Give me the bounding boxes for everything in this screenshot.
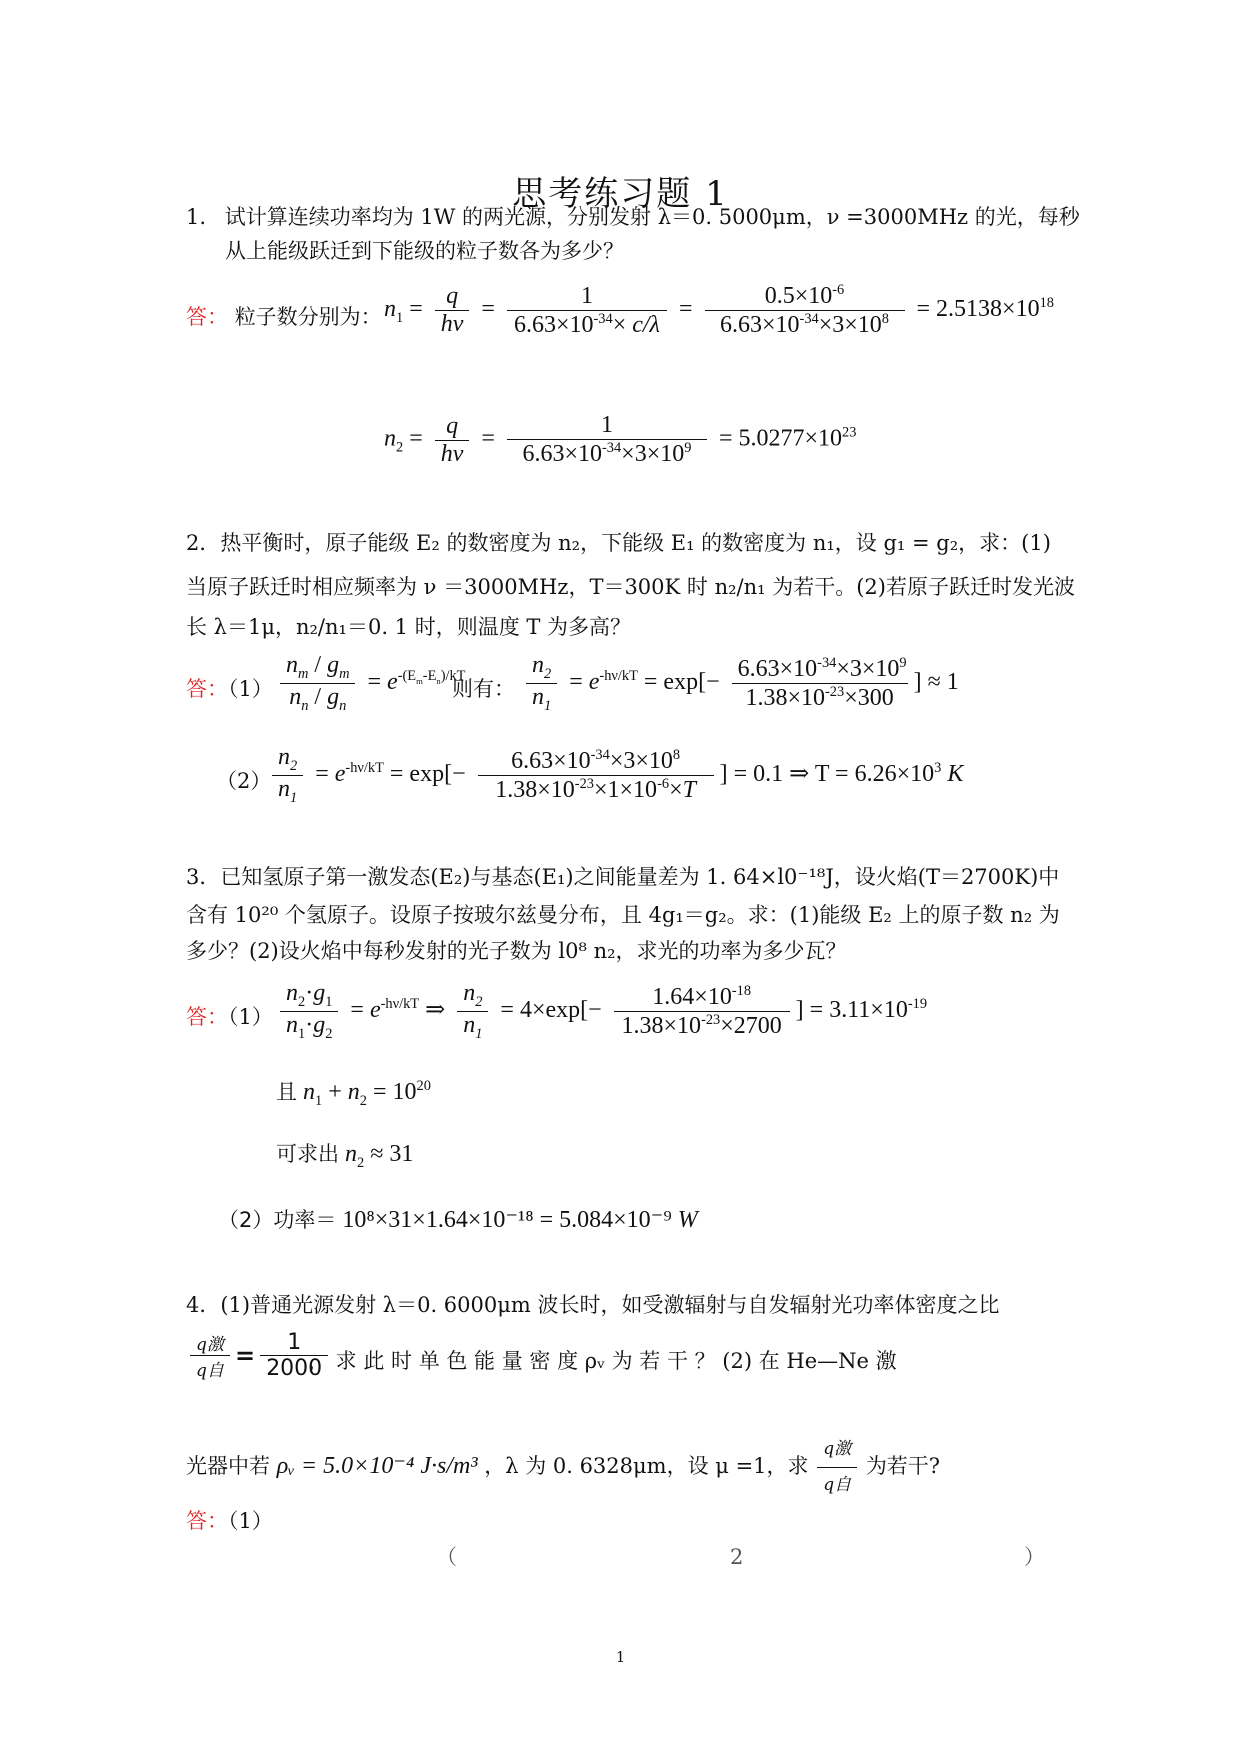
equation-3-sum: 且 $n_1 + n_2 = 10^{20}$ <box>276 1078 431 1109</box>
answer-3-result-1: 3.11×10 <box>829 996 908 1023</box>
n2-result: 5.0277×10 <box>738 425 843 452</box>
page-title: 思考练习题 1 <box>512 174 729 214</box>
equation-n1: $n_1$ = $\frac{q}{h\nu}$ = $\frac{1}{6.63\times 10^{-34}\times c/\lambda}$ = $\frac{0.5\times 10^{-6}}{6.63\times 10^{-34}\times 3\times 10^8}$ = $2.5138\times 10^{18}$ <box>384 282 1054 338</box>
n1-result-exponent: 18 <box>1039 295 1054 312</box>
question-2-line-1: 2．热平衡时，原子能级 E₂ 的数密度为 n₂，下能级 E₁ 的数密度为 n₁，设 g₁ = g₂，求：(1) <box>186 531 1051 555</box>
answer-1-row-1 <box>186 300 382 335</box>
equation-3-power: （2）功率＝ 10⁸×31×1.64×10⁻¹⁸ = 5.084×10⁻⁹ W <box>218 1207 698 1233</box>
answer-3-label: 答：（1） <box>186 1005 273 1029</box>
equation-boltzmann-ratio: $\frac{n_m / g_m}{n_n / g_n}$ = $e^{-(E_m-E_n)/kT}$ <box>274 652 465 715</box>
question-1-text: 试计算连续功率均为 1W 的两光源，分别发射 λ＝0. 5000μm，ν =3000MHz 的光，每秒 <box>224 205 1080 229</box>
ratio-fraction: $\frac{\text{q激}}{\text{q自}}$ = $\frac{1}{2000}$ <box>190 1330 328 1381</box>
question-3-line-2: 含有 10²⁰ 个氢原子。设原子按玻尔兹曼分布，且 4g₁＝g₂。求：(1)能级 E₂ 上的原子数 n₂ 为 <box>186 903 1060 927</box>
question-1-line-1 <box>186 200 1080 235</box>
answer-2-then: 则有： <box>452 677 515 701</box>
equation-2-part-2: $\frac{n_2}{n_1}$ = $e^{-h\nu/kT} = \exp[-$ $\frac{6.63\times 10^{-34}\times 3\times 10^8}{1.38\times 10^{-23}\times 1\times 10^{-6}\times T}$ ] = 0.1 ⇒ $T = 6.26\times 10^3$ K <box>266 744 963 807</box>
answer-4-paren-number: 2 <box>730 1545 744 1569</box>
answer-1-text: 粒子数分别为： <box>234 305 382 329</box>
question-1-number: 1. <box>186 205 207 229</box>
question-3-line-1: 3．已知氢原子第一激发态(E₂)与基态(E₁)之间能量差为 1. 64×l0⁻¹⁸J，设火焰(T＝2700K)中 <box>186 865 1060 889</box>
question-3-line-3: 多少？(2)设火焰中每秒发射的光子数为 l0⁸ n₂，求光的功率为多少瓦？ <box>186 939 847 963</box>
answer-4-label: 答：（1） <box>186 1509 273 1533</box>
n2-result-exponent: 23 <box>842 424 857 441</box>
answer-4-paren-open: （ <box>436 1545 457 1569</box>
answer-2-part-2-label: （2） <box>216 769 272 793</box>
question-4-line-2: ， 求 此 时 单 色 能 量 密 度 ρᵥ 为 若 干 ？ (2) 在 He—Ne 激 <box>308 1349 897 1373</box>
answer-2-result-2: 0.1 ⇒ T = 6.26×10 <box>753 760 935 787</box>
equation-3-part-1: $\frac{n_2\cdot g_1}{n_1\cdot g_2}$ = $e^{-h\nu/kT}$ ⇒ $\frac{n_2}{n_1}$ = 4×exp[− $\frac{1.64\times 10^{-18}}{1.38\times 10^{-23}\times 2700}$ ] = $3.11\times 10^{-19}$ <box>274 980 927 1043</box>
question-4-line-1: 4．(1)普通光源发射 λ＝0. 6000μm 波长时，如受激辐射与自发辐射光功率体密度之比 <box>186 1293 1000 1317</box>
equation-2-part-1: $\frac{n_2}{n_1}$ = $e^{-h\nu/kT} = \exp[-$ $\frac{6.63\times 10^{-34}\times 3\times 10^9}{1.38\times 10^{-23}\times 300}$ ] ≈ 1 <box>520 652 959 715</box>
question-1-line-2: 从上能级跃迁到下能级的粒子数各为多少？ <box>225 239 624 263</box>
equation-3-n2: 可求出 $n_2 \approx 31$ <box>276 1141 414 1171</box>
equation-n2: $n_2$ = $\frac{q}{h\nu}$ = $\frac{1}{6.63\times 10^{-34}\times 3\times 10^9}$ = $5.0277\times 10^{23}$ <box>384 412 857 467</box>
answer-2-label: 答：（1） <box>186 677 273 701</box>
page-number: 1 <box>615 1648 626 1666</box>
answer-label: 答： <box>186 305 228 329</box>
answer-4-paren-close: ） <box>1024 1545 1045 1569</box>
question-2-line-3: 长 λ＝1μ，n₂/n₁＝0. 1 时，则温度 T 为多高？ <box>186 615 632 639</box>
question-4-line-3: 光器中若 ρᵥ = 5.0×10⁻⁴ J·s/m³ ，λ 为 0. 6328μm，设 μ =1，求 $\frac{\text{q激}}{\text{q自}}$ 为若干? <box>186 1432 940 1503</box>
answer-2-result-1: ≈ 1 <box>927 668 959 695</box>
n1-result: 2.5138×10 <box>936 296 1040 323</box>
question-2-line-2: 当原子跃迁时相应频率为 ν ＝3000MHz，T＝300K 时 n₂/n₁ 为若干。(2)若原子跃迁时发光波 <box>186 575 1075 599</box>
